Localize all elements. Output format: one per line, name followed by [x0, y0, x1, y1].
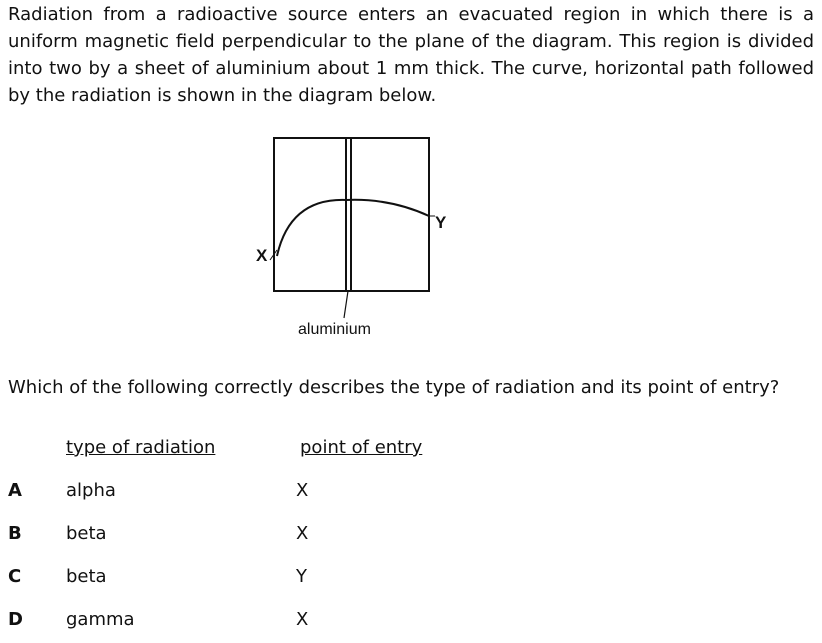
aluminium-leader-line	[344, 291, 348, 318]
option-row-d[interactable]	[0, 609, 822, 639]
option-row-c[interactable]	[0, 566, 822, 596]
label-y: Y	[435, 213, 447, 232]
header-entry: point of entry	[300, 437, 423, 458]
option-type: gamma	[66, 609, 135, 630]
option-entry: X	[296, 523, 309, 544]
question-prompt: Which of the following correctly describes the type of radiation and its point of entry?	[8, 377, 780, 398]
option-entry: X	[296, 480, 309, 501]
option-type: beta	[66, 566, 107, 587]
option-entry: X	[296, 609, 309, 630]
option-type: alpha	[66, 480, 116, 501]
radiation-path	[277, 200, 429, 256]
header-type: type of radiation	[66, 437, 216, 458]
option-row-a[interactable]	[0, 480, 822, 510]
label-x: X	[256, 246, 268, 265]
option-letter: D	[8, 609, 23, 630]
option-letter: C	[8, 566, 22, 587]
option-type: beta	[66, 523, 107, 544]
option-letter: B	[8, 523, 22, 544]
option-letter: A	[8, 480, 22, 501]
question-intro: Radiation from a radioactive source enters an evacuated region in which there is a uniform magnetic field perpendicular to the plane of the diagram. This region is divided into two by a sheet of aluminium about 1 mm thick. The curve, horizontal path followed by the radiation is shown in the diagram below.	[8, 4, 814, 106]
option-row-b[interactable]	[0, 523, 822, 553]
magnetic-field-diagram	[240, 128, 450, 343]
option-entry: Y	[296, 566, 307, 587]
label-aluminium: aluminium	[298, 321, 371, 338]
